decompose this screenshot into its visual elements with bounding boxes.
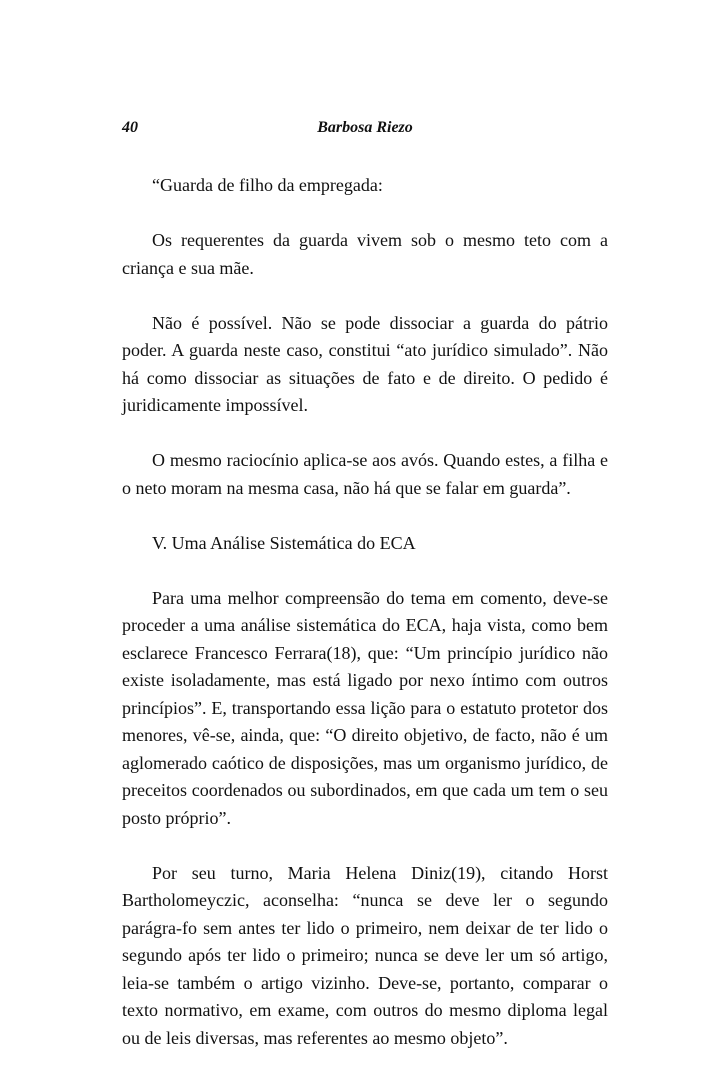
running-header: [122, 119, 608, 139]
body-text: [122, 172, 608, 1080]
running-title: Barbosa Riezo: [317, 119, 413, 136]
body-paragraph: Não é possível. Não se pode dissociar a guarda do pátrio poder. A guarda neste caso, constitui “ato jurídico simulado”. Não há como dissociar as situações de fato e de direito. O pedido é juridicamente impossível.: [122, 312, 608, 415]
body-paragraph: O mesmo raciocínio aplica-se aos avós. Quando estes, a filha e o neto moram na mesma casa, não há que se falar em guarda”.: [122, 450, 608, 498]
body-paragraph: Para uma melhor compreensão do tema em comento, deve-se proceder a uma análise sistemática do ECA, haja vista, como bem esclarece Francesco Ferrara(18), que: “Um princípio jurídico não existe isoladamente, mas está ligado por nexo íntimo com outros princípios”. E, transportando essa lição para o estatuto protetor dos menores, vê-se, ainda, que: “O direito objetivo, de facto, não é um aglomerado caótico de disposições, mas um organismo jurídico, de preceitos coordenados ou subordinados, em que cada um tem o seu posto próprio”.: [122, 587, 608, 828]
page-number: 40: [122, 119, 138, 136]
quote-heading-paragraph: “Guarda de filho da empregada:: [152, 175, 383, 195]
body-paragraph: Por seu turno, Maria Helena Diniz(19), citando Horst Bartholomeyczic, aconselha: “nunca se deve ler o segundo parágra-fo sem antes ter lido o primeiro, nem deixar de ter lido o segundo após ter lido o primeiro; nunca se deve ler um só artigo, leia-se também o artigo vizinho. Deve-se, portanto, comparar o texto normativo, em exame, com outros do mesmo diploma legal ou de leis diversas, mas referentes ao mesmo objeto”.: [122, 862, 608, 1048]
body-paragraph: Os requerentes da guarda vivem sob o mesmo teto com a criança e sua mãe.: [122, 230, 608, 278]
section-heading: V. Uma Análise Sistemática do ECA: [152, 532, 416, 553]
